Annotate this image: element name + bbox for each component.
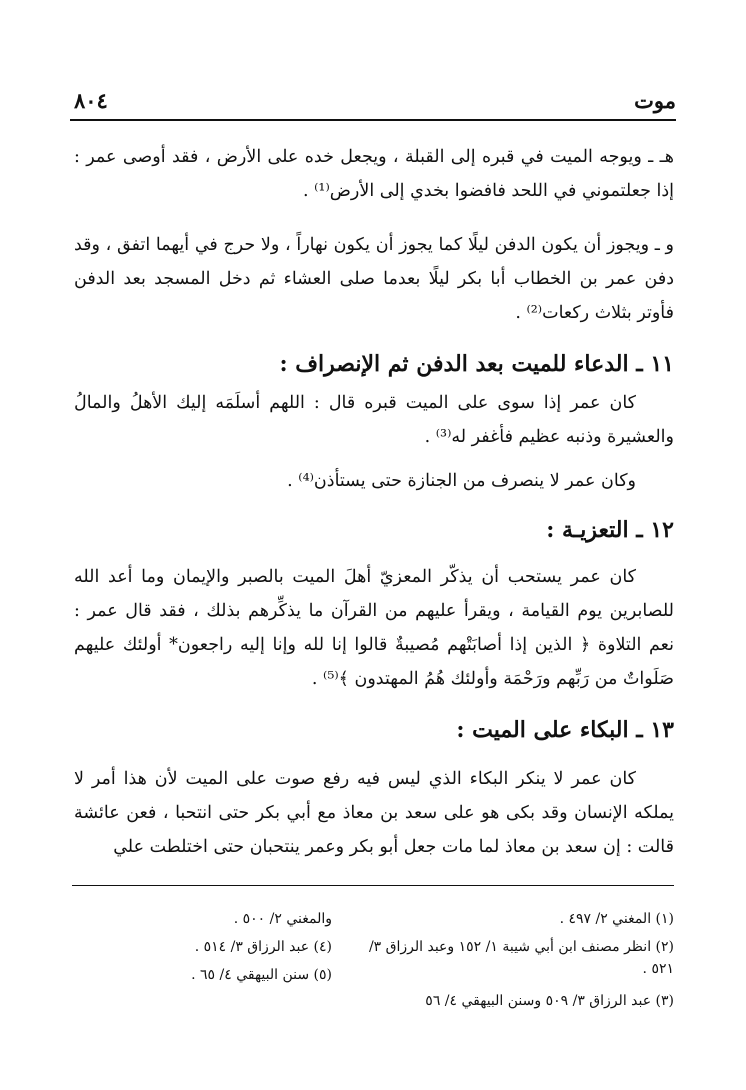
section-heading-12: ١٢ ـ التعزيـة : [546,517,674,543]
footnote-2: (٢) انظر مصنف ابن أبي شيبة ١/ ١٥٢ وعبد الرزاق ٣/ ٥٢١ . [368,939,674,977]
footnote-5: (٥) سنن البيهقي ٤/ ٦٥ . [191,967,332,983]
footnote-1: (١) المغني ٢/ ٤٩٧ . [559,911,674,927]
paragraph-taziya: كان عمر يستحب أن يذكّر المعزيّ أهلَ الميت بالصبر والإيمان وما أعد الله للصابرين يوم القيامة ، ويقرأ عليهم من القرآن ما يذكِّرهم بذلك ، فقد قال عمر : نعم التلاوة ﴿ الذين إذا أصابَتْهم مُصيبةٌ قالوا إنا لله وإنا إليه راجعون* أولئك عليهم صَلَواتٌ من رَبِّهم ورَحْمَة وأولئك هُمُ المهتدون ﴾⁽⁵⁾ . [74,567,674,689]
page-number: ٨٠٤ [74,88,108,113]
footnote-3-continued: والمغني ٢/ ٥٠٠ . [233,911,332,927]
paragraph-buka: كان عمر لا ينكر البكاء الذي ليس فيه رفع صوت على الميت لأن هذا أمر لا يملكه الإنسان وقد بكى هو على سعد بن معاذ مع أبي بكر حتى انتحبا ، فعن عائشة قالت : إن سعد بن معاذ لما مات جعل أبو بكر وعمر ينتحبان حتى اختلطت علي [74,769,674,857]
footnote-4: (٤) عبد الرزاق ٣/ ٥١٤ . [194,939,332,955]
footnote-divider [72,885,674,886]
footnote-3: (٣) عبد الرزاق ٣/ ٥٠٩ وسنن البيهقي ٤/ ٥٦ [425,993,674,1009]
paragraph-dua: كان عمر إذا سوى على الميت قبره قال : اللهم أسلَمَه إليك الأهلُ والمالُ والعشيرة وذنبه عظيم فأغفر له⁽³⁾ . [74,393,674,447]
paragraph-waw: و ـ ويجوز أن يكون الدفن ليلًا كما يجوز أن يكون نهاراً ، ولا حرج في أيهما اتفق ، وقد دفن عمر بن الخطاب أبا بكر ليلًا بعدما صلى العشاء ثم دخل المسجد بعد الدفن فأوتر بثلاث ركعات⁽²⁾ . [74,235,674,323]
section-heading-11: ١١ ـ الدعاء للميت بعد الدفن ثم الإنصراف : [279,351,674,377]
paragraph-istidhan: وكان عمر لا ينصرف من الجنازة حتى يستأذن⁽⁴⁾ . [287,471,636,491]
header-divider [70,119,676,121]
section-heading-13: ١٣ ـ البكاء على الميت : [456,717,674,743]
paragraph-he: هـ ـ ويوجه الميت في قبره إلى القبلة ، ويجعل خده على الأرض ، فقد أوصى عمر : إذا جعلتموني في اللحد فافضوا بخدي إلى الأرض⁽¹⁾ . [74,147,674,201]
running-title: موت [634,88,676,113]
